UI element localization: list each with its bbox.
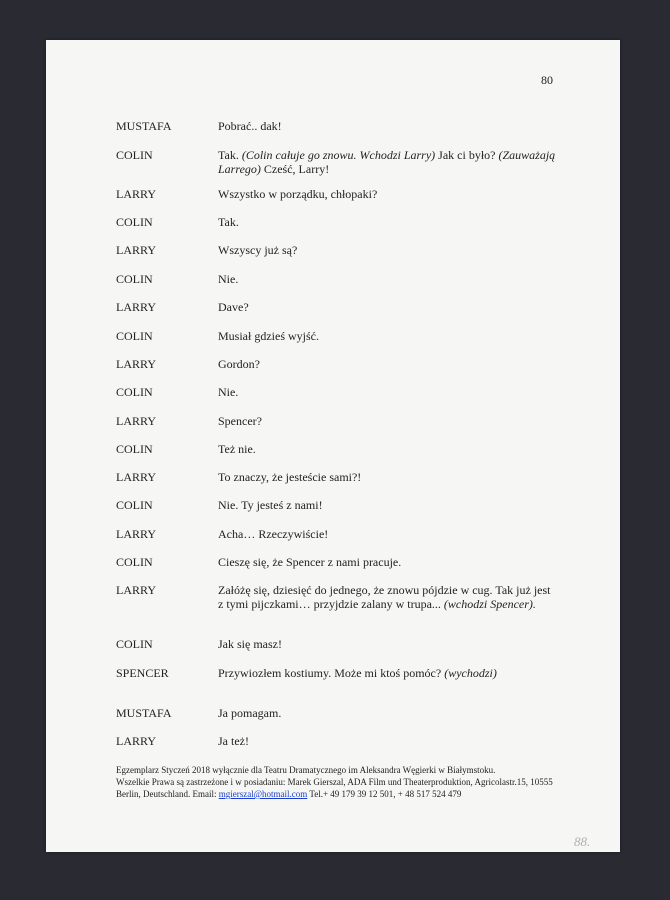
spoken-text: Też nie. [218, 442, 256, 456]
speaker-name: LARRY [116, 357, 157, 371]
copyright-footer [116, 764, 556, 800]
speaker-name: COLIN [116, 637, 153, 651]
footer-line-3-prefix: Berlin, Deutschland. Email: [116, 789, 219, 799]
speaker-name: LARRY [116, 300, 157, 314]
dialogue-text [218, 442, 558, 456]
spoken-text: Przywiozłem kostiumy. Może mi ktoś pomóc? [218, 666, 445, 680]
spoken-text: Jak się masz! [218, 637, 282, 651]
dialogue-text [218, 272, 558, 286]
dialogue-text [218, 498, 558, 512]
dialogue-text [218, 300, 558, 314]
stage-direction: (Colin całuje go znowu. Wchodzi Larry) [241, 148, 436, 162]
speaker-name: LARRY [116, 734, 157, 748]
speaker-name: LARRY [116, 583, 157, 597]
spoken-text: Musiał gdzieś wyjść. [218, 329, 319, 343]
speaker-name: SPENCER [116, 666, 169, 680]
speaker-name: LARRY [116, 187, 157, 201]
spoken-text: Ja pomagam. [218, 706, 282, 720]
spoken-text: Wszystko w porządku, chłopaki? [218, 187, 378, 201]
spoken-text: To znaczy, że jesteście sami?! [218, 470, 362, 484]
handwritten-page-mark: 88. [574, 834, 591, 849]
dialogue-text [218, 119, 558, 133]
dialogue-text [218, 555, 558, 569]
speaker-name: COLIN [116, 442, 153, 456]
dialogue-text [218, 385, 558, 399]
speaker-name: LARRY [116, 414, 157, 428]
speaker-name: COLIN [116, 272, 153, 286]
dialogue-text [218, 637, 558, 651]
footer-line-3-suffix: Tel.+ 49 179 39 12 501, + 48 517 524 479 [307, 789, 462, 799]
footer-line-3 [116, 788, 556, 800]
dialogue-text [218, 734, 558, 748]
spoken-text: Pobrać.. dak! [218, 119, 282, 133]
spoken-text: Tak. [218, 215, 239, 229]
dialogue-text [218, 148, 558, 176]
spoken-text: Tak. [218, 148, 242, 162]
spoken-text: Nie. [218, 385, 239, 399]
dialogue-text [218, 583, 558, 611]
speaker-name: COLIN [116, 329, 153, 343]
stage-direction: (wychodzi) [444, 666, 497, 680]
speaker-name: MUSTAFA [116, 706, 172, 720]
dialogue-text [218, 414, 558, 428]
speaker-name: COLIN [116, 555, 153, 569]
spoken-text: Acha… Rzeczywiście! [218, 527, 329, 541]
dialogue-text [218, 329, 558, 343]
spoken-text: Załóżę się, dziesięć do jednego, że znowu pójdzie w cug. Tak już jest z tymi pijczkami… przyjdzie zalany w trupa... [218, 583, 551, 611]
speaker-name: MUSTAFA [116, 119, 172, 133]
speaker-name: COLIN [116, 215, 153, 229]
dialogue-text [218, 666, 558, 680]
speaker-name: LARRY [116, 470, 157, 484]
dialogue-text [218, 470, 558, 484]
spoken-text: Gordon? [218, 357, 260, 371]
dialogue-text [218, 243, 558, 257]
spoken-text: Ja też! [218, 734, 249, 748]
spoken-text: Nie. [218, 272, 239, 286]
dialogue-text [218, 187, 558, 201]
stage-direction: (wchodzi Spencer). [443, 597, 536, 611]
email-link[interactable]: mgierszal@hotmail.com [218, 789, 308, 799]
spoken-text: Cieszę się, że Spencer z nami pracuje. [218, 555, 402, 569]
spoken-text: Wszyscy już są? [218, 243, 298, 257]
dialogue-text [218, 215, 558, 229]
dialogue-text [218, 706, 558, 720]
spoken-text: Cześć, Larry! [260, 162, 330, 176]
speaker-name: COLIN [116, 498, 153, 512]
spoken-text: Jak ci było? [435, 148, 499, 162]
stage-direction: (Zauważają Larrego) [218, 148, 556, 176]
spoken-text: Dave? [218, 300, 249, 314]
footer-line-1: Egzemplarz Styczeń 2018 wyłącznie dla Teatru Dramatycznego im Aleksandra Węgierki w Białymstoku. [116, 765, 496, 775]
speaker-name: COLIN [116, 148, 153, 162]
footer-line-2: Wszelkie Prawa są zastrzeżone i w posiadaniu: Marek Gierszal, ADA Film und Theaterproduktion, Agricolastr.15, 10555 [116, 777, 553, 787]
dialogue-text [218, 357, 558, 371]
speaker-name: COLIN [116, 385, 153, 399]
spoken-text: Spencer? [218, 414, 262, 428]
speaker-name: LARRY [116, 243, 157, 257]
page-number: 80 [541, 73, 553, 87]
spoken-text: Nie. Ty jesteś z nami! [218, 498, 323, 512]
speaker-name: LARRY [116, 527, 157, 541]
dialogue-text [218, 527, 558, 541]
